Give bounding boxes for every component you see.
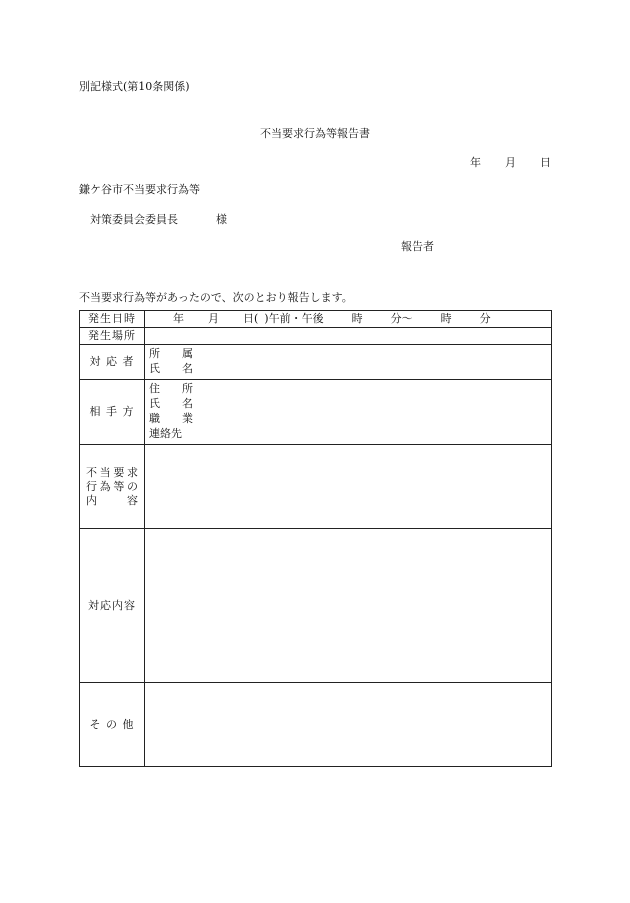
label-counterpart: 相 手 方 [80,380,145,445]
intro-text: 不当要求行為等があったので、次のとおり報告します。 [79,291,353,304]
addressee-line-2 [90,213,227,227]
row-responder [80,345,552,380]
counterpart-name-label: 氏 名 [149,397,193,410]
dt-day: 日( [243,312,259,325]
counterpart-address-label: 住 所 [149,382,193,395]
dt-minute-2: 分 [479,312,491,325]
addressee-title: 対策委員会委員長 [90,213,178,226]
label-responder: 対 応 者 [80,345,145,380]
field-content[interactable] [145,445,552,529]
field-response-content[interactable] [145,529,552,683]
row-other [80,683,552,767]
dt-year: 年 [173,312,184,325]
row-occurrence-datetime [80,311,552,328]
addressee-line-1: 鎌ケ谷市不当要求行為等 [79,183,200,196]
date-day: 日 [540,156,551,169]
dt-hour-2: 時 [440,312,452,325]
row-content [80,445,552,529]
counterpart-contact-label: 連絡先 [149,427,182,440]
field-occurrence-place[interactable] [145,328,552,345]
row-occurrence-place [80,328,552,345]
responder-affiliation-label: 所 属 [149,347,193,360]
label-occurrence-datetime: 発生日時 [80,311,145,328]
field-other[interactable] [145,683,552,767]
dt-month: 月 [208,312,219,325]
field-counterpart[interactable] [145,380,552,445]
label-other: そ の 他 [80,683,145,767]
dt-hour-1: 時 [351,312,363,325]
counterpart-occupation-label: 職 業 [149,412,193,425]
header-note: 別記様式(第10条関係) [79,80,190,93]
field-responder[interactable] [145,345,552,380]
row-counterpart [80,380,552,445]
dt-ampm: )午前・午後 [264,312,324,325]
addressee-honorific: 様 [216,213,227,226]
label-response-content: 対応内容 [80,529,145,683]
label-occurrence-place: 発生場所 [80,328,145,345]
report-form-table [79,310,552,767]
label-content: 不 当 要 求 行 為 等 の 内 容 [80,445,145,529]
field-occurrence-datetime[interactable] [145,311,552,328]
date-year: 年 [470,156,481,169]
date-line [470,156,551,170]
responder-name-label: 氏 名 [149,362,193,375]
reporter-label: 報告者 [401,240,434,253]
row-response-content [80,529,552,683]
date-month: 月 [505,156,516,169]
dt-minute-1: 分～ [390,312,413,325]
document-title: 不当要求行為等報告書 [260,127,370,140]
